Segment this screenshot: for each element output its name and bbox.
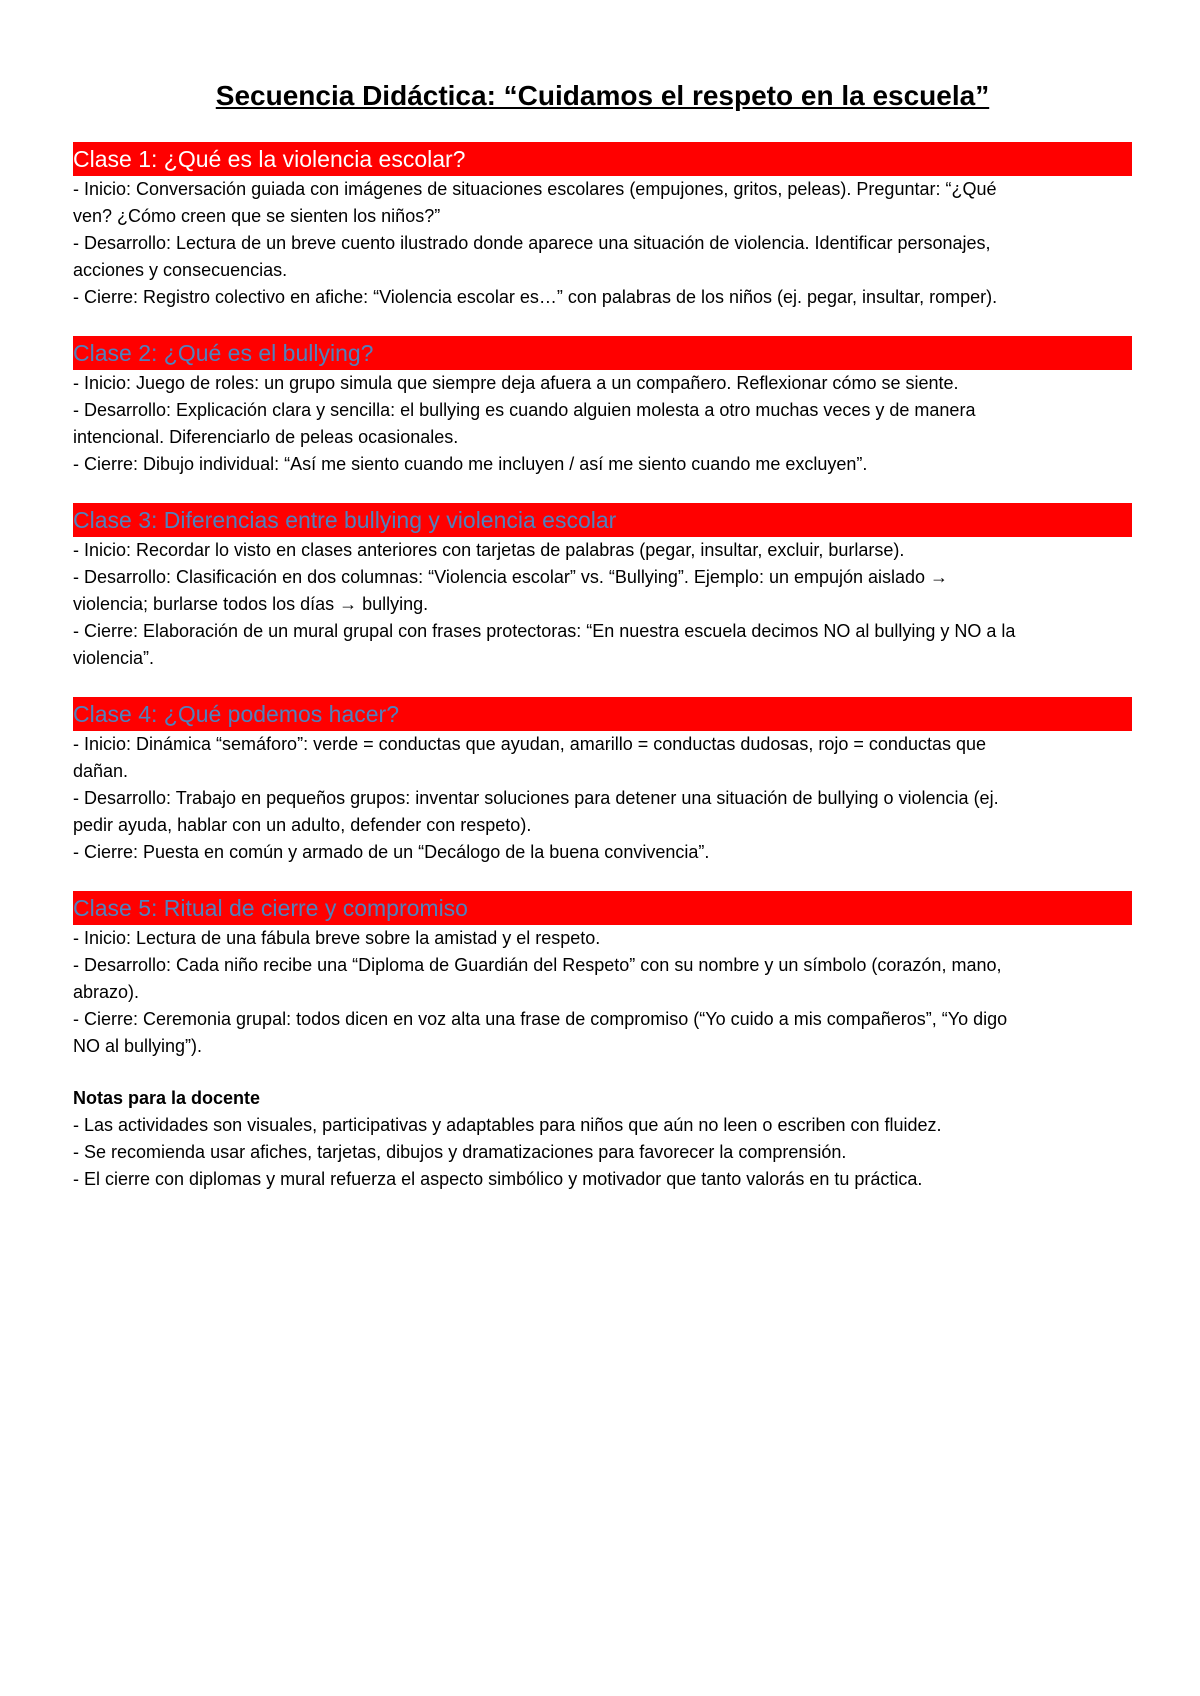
clase-section-5 — [73, 891, 1132, 1060]
note-line: - Las actividades son visuales, participativas y adaptables para niños que aún no leen o escriben con fluidez. — [73, 1115, 942, 1135]
clases-list — [73, 142, 1132, 1060]
clase-title-2: Clase 2: ¿Qué es el bullying? — [73, 336, 1132, 370]
document-title: Secuencia Didáctica: “Cuidamos el respeto en la escuela” — [215, 80, 990, 111]
clase-line: intencional. Diferenciarlo de peleas ocasionales. — [73, 427, 459, 447]
clase-title-1: Clase 1: ¿Qué es la violencia escolar? — [73, 142, 1132, 176]
clase-line: violencia”. — [73, 648, 155, 668]
clase-line: violencia; burlarse todos los días → bullying. — [73, 594, 429, 614]
clase-title-5: Clase 5: Ritual de cierre y compromiso — [73, 891, 1132, 925]
clase-line: - Cierre: Registro colectivo en afiche: “Violencia escolar es…” con palabras de los niños (ej. pegar, insultar, romper). — [73, 287, 998, 307]
clase-section-3 — [73, 503, 1132, 672]
note-line: - Se recomienda usar afiches, tarjetas, dibujos y dramatizaciones para favorecer la comprensión. — [73, 1142, 847, 1162]
clase-section-1 — [73, 142, 1132, 311]
clase-line: - Inicio: Dinámica “semáforo”: verde = conductas que ayudan, amarillo = conductas dudosas, rojo = conductas que — [73, 734, 987, 754]
clase-title-3: Clase 3: Diferencias entre bullying y violencia escolar — [73, 503, 1132, 537]
clase-line: - Desarrollo: Trabajo en pequeños grupos: inventar soluciones para detener una situación de bullying o violencia (ej. — [73, 788, 999, 808]
clase-line: - Desarrollo: Explicación clara y sencilla: el bullying es cuando alguien molesta a otro muchas veces y de manera — [73, 400, 976, 420]
clase-line: - Cierre: Puesta en común y armado de un “Decálogo de la buena convivencia”. — [73, 842, 710, 862]
clase-line: - Desarrollo: Clasificación en dos columnas: “Violencia escolar” vs. “Bullying”. Ejemplo: un empujón aislado → — [73, 567, 949, 587]
clase-line: ven? ¿Cómo creen que se sienten los niños?” — [73, 206, 441, 226]
clase-line: NO al bullying”). — [73, 1036, 203, 1056]
clase-line: - Inicio: Lectura de una fábula breve sobre la amistad y el respeto. — [73, 928, 601, 948]
clase-line: - Desarrollo: Lectura de un breve cuento ilustrado donde aparece una situación de violencia. Identificar personajes, — [73, 233, 991, 253]
note-line: - El cierre con diplomas y mural refuerza el aspecto simbólico y motivador que tanto valorás en tu práctica. — [73, 1169, 923, 1189]
clase-line: - Cierre: Dibujo individual: “Así me siento cuando me incluyen / así me siento cuando me excluyen”. — [73, 454, 868, 474]
clase-section-2 — [73, 336, 1132, 478]
clase-line: pedir ayuda, hablar con un adulto, defender con respeto). — [73, 815, 532, 835]
clase-line: - Cierre: Ceremonia grupal: todos dicen en voz alta una frase de compromiso (“Yo cuido a mis compañeros”, “Yo digo — [73, 1009, 1008, 1029]
clase-line: - Inicio: Juego de roles: un grupo simula que siempre deja afuera a un compañero. Reflexionar cómo se siente. — [73, 373, 959, 393]
clase-line: - Desarrollo: Cada niño recibe una “Diploma de Guardián del Respeto” con su nombre y un símbolo (corazón, mano, — [73, 955, 1002, 975]
notes-lines — [73, 1112, 1132, 1193]
clase-line: dañan. — [73, 761, 129, 781]
notes-title: Notas para la docente — [73, 1088, 261, 1108]
clase-line: abrazo). — [73, 982, 140, 1002]
clase-section-4 — [73, 697, 1132, 866]
clase-line: - Inicio: Conversación guiada con imágenes de situaciones escolares (empujones, gritos, peleas). Preguntar: “¿Qué — [73, 179, 997, 199]
clase-line: - Cierre: Elaboración de un mural grupal con frases protectoras: “En nuestra escuela decimos NO al bullying y NO a la — [73, 621, 1016, 641]
clase-title-4: Clase 4: ¿Qué podemos hacer? — [73, 697, 1132, 731]
clase-line: - Inicio: Recordar lo visto en clases anteriores con tarjetas de palabras (pegar, insultar, excluir, burlarse). — [73, 540, 905, 560]
notes-section — [73, 1085, 1132, 1193]
clase-line: acciones y consecuencias. — [73, 260, 288, 280]
